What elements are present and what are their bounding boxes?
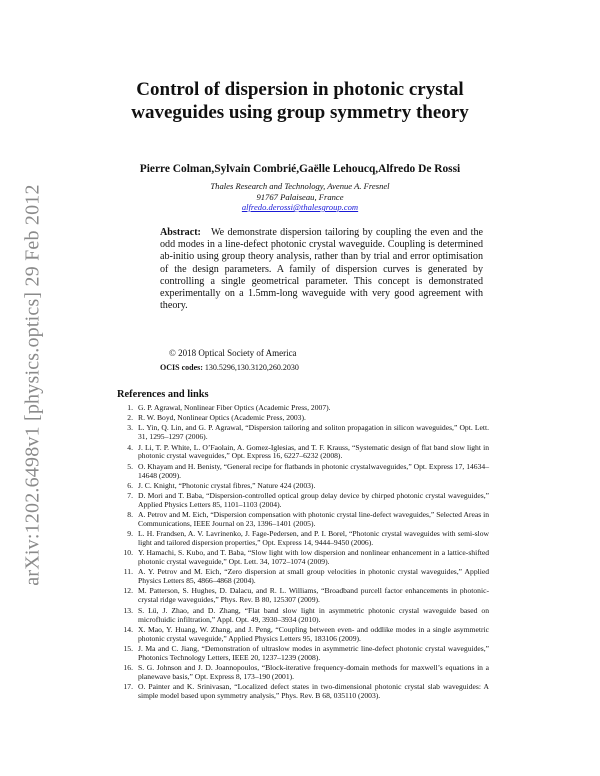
- reference-text: J. Li, T. P. White, L. O’Faolain, A. Gomez-Iglesias, and T. F. Krauss, “Systematic design of flat band slow light in photonic crystal waveguides,” Opt. Express 16, 6227–6232 (2008).: [138, 442, 489, 461]
- affiliation-line-1: Thales Research and Technology, Avenue A. Fresnel: [210, 181, 390, 191]
- reference-number: 14.: [123, 624, 133, 634]
- reference-item: [117, 463, 489, 481]
- reference-number: 5.: [127, 461, 133, 471]
- reference-number: 7.: [127, 490, 133, 500]
- reference-item: [117, 568, 489, 586]
- reference-text: M. Patterson, S. Hughes, D. Dalacu, and R. L. Williams, “Broadband purcell factor enhancements in photonic-crystal ridge waveguides,” Phys. Rev. B 80, 125307 (2009).: [138, 586, 489, 605]
- reference-number: 10.: [123, 548, 133, 558]
- email-link[interactable]: alfredo.derossi@thalesgroup.com: [241, 202, 359, 212]
- reference-text: J. Ma and C. Jiang, “Demonstration of ultraslow modes in asymmetric line-defect photonic crystal waveguides,” Photonics Technology Letters, IEEE 20, 1237–1239 (2008).: [138, 643, 489, 662]
- reference-text: A. Y. Petrov and M. Eich, “Zero dispersion at small group velocities in photonic crystal waveguides,” Applied Physics Letters 85, 4866–4868 (2004).: [138, 567, 489, 586]
- abstract-label: Abstract:: [160, 227, 201, 238]
- arxiv-id: arXiv:1202.6498v1 [physics.optics] 29 Feb 2012: [21, 184, 44, 586]
- reference-text: O. Painter and K. Srinivasan, “Localized defect states in two-dimensional photonic crystal slab waveguides: A simple model based upon symmetry analysis,” Phys. Rev. B 68, 035110 (2003).: [138, 682, 489, 700]
- reference-list: [117, 404, 489, 702]
- reference-number: 11.: [123, 567, 133, 577]
- reference-item: [117, 482, 489, 491]
- reference-text: G. P. Agrawal, Nonlinear Fiber Optics (Academic Press, 2007).: [138, 403, 331, 412]
- reference-text: S. Lü, J. Zhao, and D. Zhang, “Flat band slow light in asymmetric photonic crystal waveguide based on microfluidic infiltration,” Appl. Opt. 49, 3930–3934 (2010).: [138, 605, 489, 624]
- reference-text: Y. Hamachi, S. Kubo, and T. Baba, “Slow light with low dispersion and nonlinear enhancement in a lattice-shifted photonic crystal waveguide,” Opt. Lett. 34, 1072–1074 (2009).: [138, 548, 489, 567]
- reference-number: 3.: [127, 423, 133, 433]
- reference-item: [117, 530, 489, 548]
- reference-text: S. G. Johnson and J. D. Joannopoulos, “Block-iterative frequency-domain methods for maxwell’s equations in a planewave basis,” Opt. Express 8, 173–190 (2001).: [138, 662, 489, 681]
- reference-text: A. Petrov and M. Eich, “Dispersion compensation with photonic crystal line-defect waveguides,” Selected Areas in Communications, IEEE Journal on 23, 1396–1401 (2005).: [138, 510, 489, 528]
- reference-number: 1.: [127, 403, 133, 412]
- reference-number: 9.: [127, 529, 133, 539]
- author-list: Pierre Colman,Sylvain Combrié,Gaëlle Lehoucq,Alfredo De Rossi: [139, 163, 461, 175]
- reference-item: [117, 549, 489, 567]
- reference-number: 4.: [127, 442, 133, 452]
- reference-number: 2.: [127, 413, 133, 423]
- abstract-text: We demonstrate dispersion tailoring by coupling the even and the odd modes in a line-defect photonic crystal waveguide. Coupling is determined ab-initio using group theory analysis, rather than by trial and error optimisation of the design parameters. A family of dispersion curves is generated by controlling a single geometrical parameter. This concept is demonstrated experimentally on a 1.5mm-long waveguide with very good agreement with theory.: [160, 227, 483, 312]
- reference-item: [117, 607, 489, 625]
- reference-text: D. Mori and T. Baba, “Dispersion-controlled optical group delay device by chirped photonic crystal waveguides,” Applied Physics Letters 85, 1101–1103 (2004).: [138, 490, 489, 509]
- reference-number: 6.: [127, 480, 133, 490]
- ocis-codes: [160, 363, 299, 372]
- reference-text: R. W. Boyd, Nonlinear Optics (Academic Press, 2003).: [138, 413, 306, 423]
- reference-item: [117, 444, 489, 462]
- ocis-label: OCIS codes:: [160, 363, 203, 372]
- reference-text: X. Mao, Y. Huang, W. Zhang, and J. Peng, “Coupling between even- and oddlike modes in a single asymmetric photonic crystal waveguide,” Applied Physics Letters 95, 183106 (2009).: [138, 624, 489, 643]
- reference-item: [117, 626, 489, 644]
- reference-item: [117, 511, 489, 529]
- reference-item: [117, 664, 489, 682]
- reference-item: [117, 492, 489, 510]
- reference-item: [117, 424, 489, 442]
- reference-number: 17.: [123, 682, 133, 692]
- reference-item: [117, 414, 489, 423]
- abstract: [160, 227, 483, 312]
- reference-text: L. H. Frandsen, A. V. Lavrinenko, J. Fage-Pedersen, and P. I. Borel, “Photonic crystal waveguides with semi-slow light and tailored dispersion properties,” Opt. Express 14, 9444–9450 (2006).: [138, 529, 489, 548]
- reference-text: O. Khayam and H. Benisty, “General recipe for flatbands in photonic crystalwaveguides,” Opt. Express 17, 14634–14648 (2009).: [138, 461, 489, 480]
- reference-item: [117, 404, 489, 413]
- reference-item: [117, 587, 489, 605]
- reference-item: [117, 683, 489, 701]
- reference-item: [117, 645, 489, 663]
- copyright-notice: © 2018 Optical Society of America: [169, 348, 297, 358]
- reference-number: 12.: [123, 586, 133, 596]
- references-heading: References and links: [117, 389, 209, 400]
- reference-text: L. Yin, Q. Lin, and G. P. Agrawal, “Dispersion tailoring and soliton propagation in silicon waveguides,” Opt. Lett. 31, 1295–1297 (2006).: [138, 423, 489, 442]
- paper-title: Control of dispersion in photonic crystal waveguides using group symmetry theory: [131, 79, 469, 123]
- reference-number: 15.: [123, 643, 133, 653]
- reference-number: 13.: [123, 605, 133, 615]
- affiliation-block: [100, 181, 500, 213]
- ocis-code-list: 130.5296,130.3120,260.2030: [204, 363, 299, 372]
- arxiv-sidebar-stamp: [18, 175, 48, 595]
- affiliation-line-2: 91767 Palaiseau, France: [256, 191, 344, 202]
- reference-number: 8.: [127, 510, 133, 520]
- reference-number: 16.: [123, 662, 133, 672]
- reference-text: J. C. Knight, “Photonic crystal fibres,” Nature 424 (2003).: [138, 480, 316, 490]
